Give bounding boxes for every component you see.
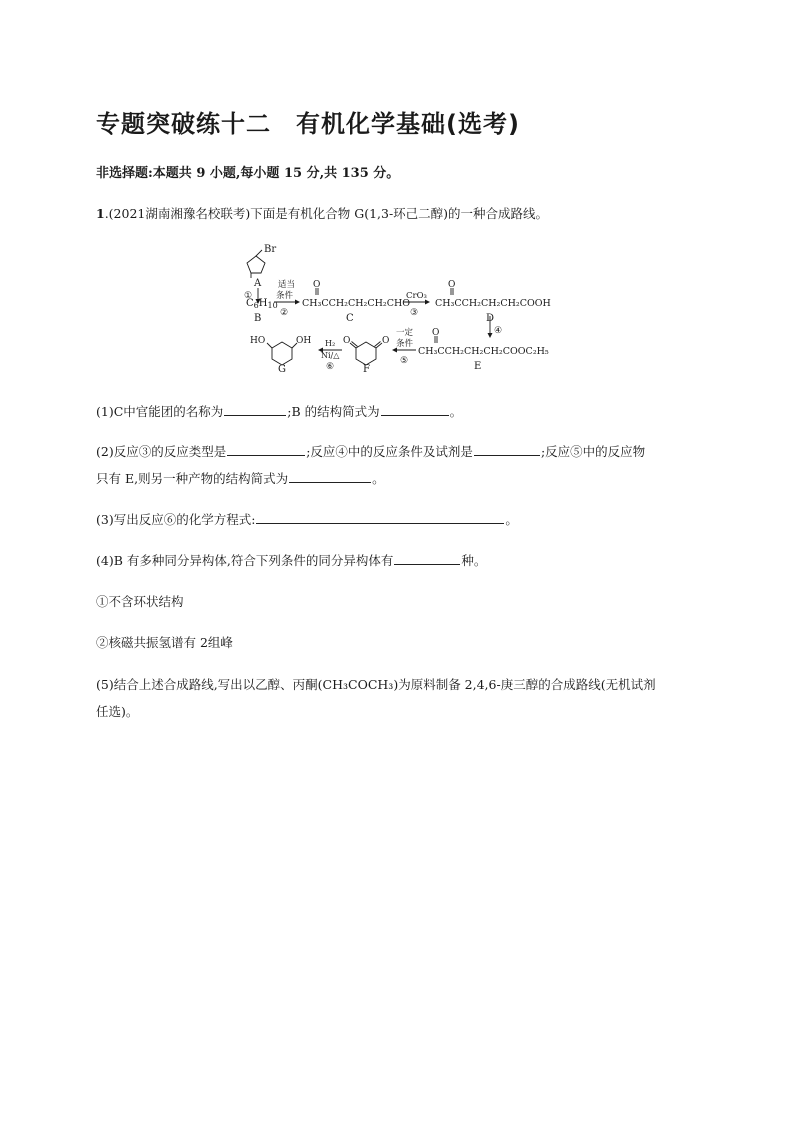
compound-label-B: B [254,313,262,324]
cyclohexane-ring-G [272,342,292,365]
question-stem-text: .(2021湖南湘豫名校联考)下面是有机化合物 G(1,3-环己二醇)的一种合成路线。 [104,206,549,221]
page-title: 专题突破练十二 有机化学基础(选考) [96,110,520,138]
ketone-oxygen-F-right: O [382,336,390,346]
answer-blank[interactable] [256,510,504,524]
carbonyl-oxygen-D: O [448,280,456,290]
answer-blank[interactable] [227,442,305,456]
step-1-label: ① [244,291,253,301]
question-part-5: (5)结合上述合成路线,写出以乙醇、丙酮(CH₃COCH₃)为原料制备 2,4,6-庚三醇的合成路线(无机试剂 [96,677,656,692]
condition-1: ①不含环状结构 [96,594,184,609]
answer-blank[interactable] [289,469,371,483]
cyclohexane-ring-F [356,342,376,365]
question-part-1: (1)C中官能团的名称为 ;B 的结构简式为 。 [96,404,463,419]
step-5-label: ⑤ [400,356,409,366]
answer-blank[interactable] [394,551,460,565]
compound-E-formula: CH₃CCH₂CH₂CH₂COOC₂H₅ [418,346,549,357]
compound-label-G: G [278,364,286,372]
compound-label-D: D [486,313,495,324]
step-6-condition-line2: Ni/△ [321,351,340,360]
step-5-condition-line2: 条件 [396,339,414,349]
cyclopentane-ring-A [247,256,265,273]
question-part-4: (4)B 有多种同分异构体,符合下列条件的同分异构体有 种。 [96,553,487,568]
compound-C-formula: CH₃CCH₂CH₂CH₂CHO [302,298,411,309]
question-part-2: (2)反应③的反应类型是 ;反应④中的反应条件及试剂是 ;反应⑤中的反应物 [96,444,646,459]
question-part-5-cont: 任选)。 [96,704,139,719]
step-6-condition-line1: H₂ [325,339,336,348]
step-3-condition: CrO₃ [406,291,427,301]
step-6-label: ⑥ [326,362,335,372]
compound-label-F: F [363,364,370,372]
compound-label-C: C [346,313,354,324]
question-part-3: (3)写出反应⑥的化学方程式: 。 [96,512,518,527]
section-intro: 非选择题:本题共 9 小题,每小题 15 分,共 135 分。 [96,166,400,181]
ketone-oxygen-F-left: O [343,336,351,346]
answer-blank[interactable] [474,442,540,456]
compound-D-formula: CH₃CCH₂CH₂CH₂COOH [435,298,551,309]
question-number: 1 [96,206,105,221]
compound-B-formula: $C_6H_{10}$ [246,298,278,310]
step-4-label: ④ [494,326,503,336]
step-2-label: ② [280,308,289,318]
step-3-label: ③ [410,308,419,318]
carbonyl-oxygen-E: O [432,328,440,338]
compound-label-A: A [254,278,262,289]
carbonyl-oxygen-C: O [313,280,321,290]
question-1-stem [96,204,548,222]
synthesis-scheme [236,242,556,372]
condition-2: ②核磁共振氢谱有 2组峰 [96,635,233,650]
step-5-condition-line1: 一定 [396,328,414,338]
compound-label-E: E [474,361,482,372]
hydroxyl-G-right: OH [296,336,312,346]
step-2-condition-line2: 条件 [276,291,294,301]
question-part-2-cont: 只有 E,则另一种产物的结构简式为 。 [96,471,385,486]
bromo-label: Br [264,244,277,255]
answer-blank[interactable] [224,402,286,416]
hydroxyl-G-left: HO [250,336,266,346]
answer-blank[interactable] [381,402,449,416]
step-2-condition-line1: 适当 [278,280,296,290]
